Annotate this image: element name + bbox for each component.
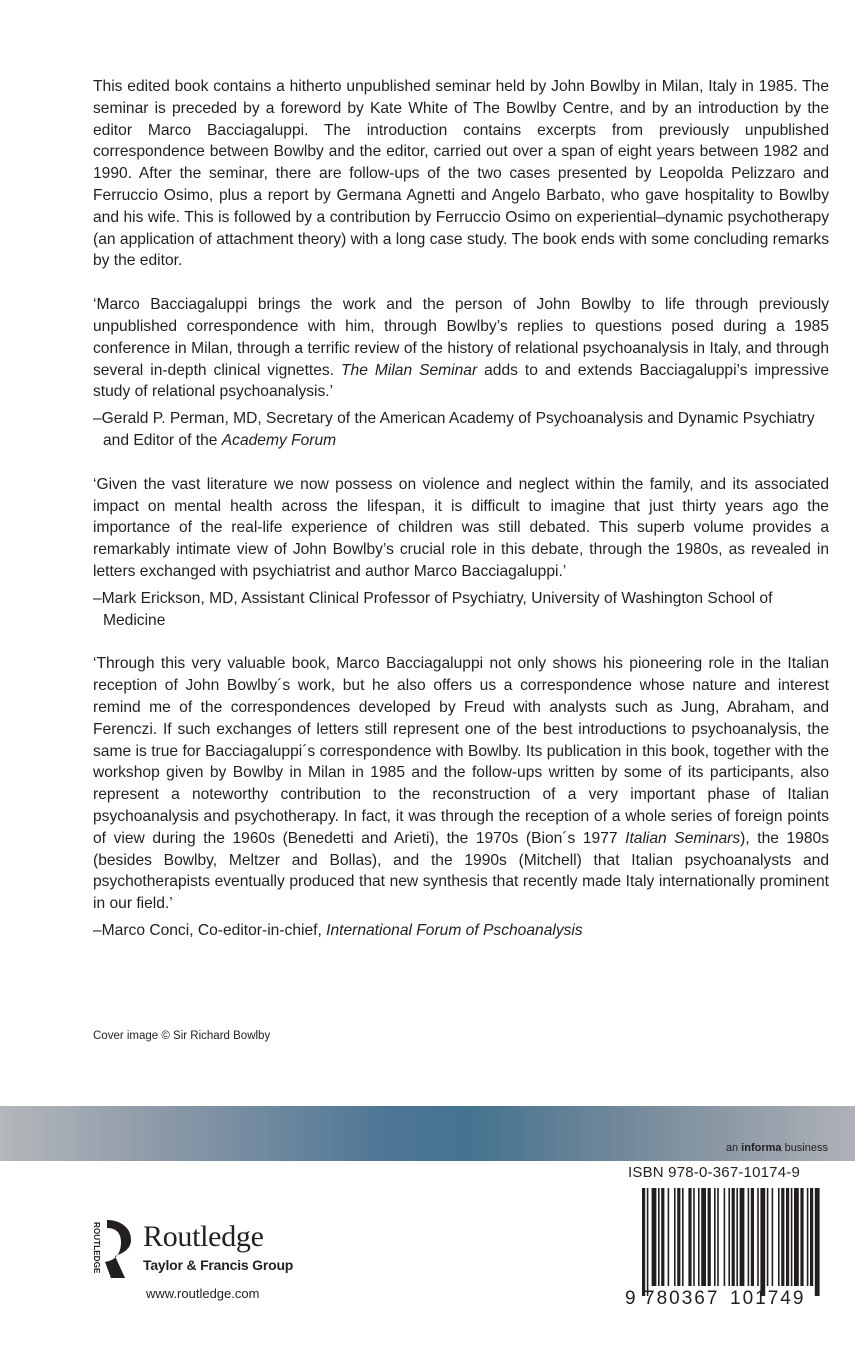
barcode-bar bbox=[717, 1188, 719, 1286]
publisher-website: www.routledge.com bbox=[146, 1286, 260, 1301]
barcode-bar bbox=[740, 1188, 745, 1286]
barcode-bar bbox=[732, 1188, 735, 1286]
barcode-digits-left: 780367 bbox=[644, 1288, 720, 1308]
back-cover-text bbox=[93, 76, 829, 964]
barcode-bar bbox=[724, 1188, 726, 1286]
barcode-bar bbox=[810, 1188, 813, 1286]
attribution-text: –Marco Conci, Co-editor-in-chief, bbox=[93, 921, 327, 939]
barcode-bar bbox=[794, 1188, 799, 1286]
book-description: This edited book contains a hitherto unpublished seminar held by John Bowlby in Milan, Italy in 1985. The seminar is preceded by a foreword by Kate White of The Bowlby Centre, and by an introduction by the editor Marco Bacciagaluppi. The introduction contains excerpts from previously unpublished correspondence between Bowlby and the editor, carried out over a span of eight years between 1982 and 1990. After the seminar, there are follow-ups of the two cases presented by Leopolda Pelizzaro and Ferruccio Osimo, plus a report by Germana Agnetti and Angelo Barbato, who gave hospitality to Bowlby and his wife. This is followed by a contribution by Ferruccio Osimo on experiential–dynamic psychotherapy (an application of attachment theory) with a long case study. The book ends with some concluding remarks by the editor. bbox=[93, 78, 829, 270]
barcode-bar bbox=[748, 1188, 750, 1286]
informa-tagline bbox=[726, 1142, 828, 1154]
barcode-digit-first: 9 bbox=[625, 1288, 636, 1308]
informa-suffix: business bbox=[781, 1142, 828, 1154]
publication-title-italic: International Forum of Pschoanalysis bbox=[326, 921, 583, 939]
barcode-bar bbox=[674, 1188, 676, 1286]
book-title-italic: Italian Seminars bbox=[625, 829, 741, 847]
quote-text: ‘Through this very valuable book, Marco Bacciagaluppi not only shows his pioneering role in the Italian reception of John Bowlby´s work, but he also offers us a correspondence whose nature and interest remind me of the correspondences developed by Freud with analysts such as Jung, Abraham, and Ferenczi. If such exchanges of letters still represent one of the best introductions to psychoanalysis, the same is true for Bacciagaluppi´s correspondence with Bowlby. Its publication in this book, together with the workshop given by Bowlby in Milan in 1985 and the follow-ups written by some of its participants, also represent a noteworthy contribution to the reconstruction of a very important phase of Italian psychoanalysis and psychotherapy. In fact, it was through the reception of a whole series of foreign points of view during the 1960s (Benedetti and Arieti), the 1970s (Bion´s 1977 bbox=[93, 655, 829, 847]
barcode-bar bbox=[677, 1188, 680, 1286]
barcode-bar bbox=[698, 1188, 700, 1286]
barcode-bar bbox=[772, 1188, 774, 1286]
barcode-bar bbox=[751, 1188, 754, 1286]
barcode-bar bbox=[647, 1188, 649, 1296]
barcode-bar bbox=[728, 1188, 730, 1286]
barcode-bar bbox=[760, 1188, 765, 1296]
endorsement-attribution-1 bbox=[93, 408, 829, 452]
book-title-italic: The Milan Seminar bbox=[341, 361, 478, 379]
endorsement-attribution-2: –Mark Erickson, MD, Assistant Clinical Professor of Psychiatry, University of Washington School of Medicine bbox=[93, 589, 773, 629]
barcode-bar bbox=[701, 1188, 706, 1286]
informa-brand: informa bbox=[741, 1142, 782, 1154]
barcode-bar bbox=[693, 1188, 695, 1286]
barcode-bar bbox=[786, 1188, 789, 1286]
publisher-name: Routledge bbox=[143, 1220, 264, 1253]
routledge-mark-icon bbox=[91, 1218, 135, 1280]
barcode-bar bbox=[736, 1188, 738, 1286]
barcode-bar bbox=[714, 1188, 716, 1286]
barcode-bar bbox=[688, 1188, 691, 1286]
barcode-bars bbox=[642, 1188, 820, 1296]
barcode-bar bbox=[791, 1188, 793, 1286]
publisher-group: Taylor & Francis Group bbox=[143, 1257, 294, 1273]
endorsement-quote-1 bbox=[93, 294, 829, 403]
routledge-logo bbox=[91, 1218, 301, 1283]
logo-vertical-lettering: ROUTLEDGE bbox=[92, 1222, 101, 1274]
barcode-bar bbox=[781, 1188, 784, 1286]
quote-text: adds to and extends Bacciagaluppi’s impressive study of relational psychoanalysis.’ bbox=[93, 361, 830, 401]
quote-text: ‘Marco Bacciagaluppi brings the work and the person of John Bowlby to life through previously unpublished correspondence with him, through Bowlby’s replies to questions posed during a 1985 conference in Milan, through a terrific review of the history of relational psychoanalysis in Italy, and through several in-depth clinical vignettes. bbox=[93, 296, 829, 379]
cover-image-credit: Cover image © Sir Richard Bowlby bbox=[93, 1030, 271, 1042]
barcode-bar bbox=[800, 1188, 803, 1286]
endorsement-attribution-3 bbox=[93, 920, 829, 942]
barcode-bar bbox=[757, 1188, 759, 1286]
barcode-bar bbox=[807, 1188, 809, 1286]
barcode-bar bbox=[652, 1188, 657, 1286]
barcode-bar bbox=[767, 1188, 769, 1286]
barcode-bar bbox=[778, 1188, 780, 1286]
barcode-bar bbox=[658, 1188, 660, 1286]
isbn-label: ISBN 978-0-367-10174-9 bbox=[628, 1164, 801, 1181]
barcode-bar bbox=[682, 1188, 684, 1286]
informa-prefix: an bbox=[725, 1142, 742, 1154]
barcode-bar bbox=[708, 1188, 711, 1286]
endorsement-quote-3 bbox=[93, 653, 829, 915]
quote-text: ), the 1980s (besides Bowlby, Meltzer and Bollas), and the 1990s (Mitchell) that Italian psychoanalysts and psychotherapists eventually produced that new synthesis that recently made Italy internationally prominent in our field.’ bbox=[93, 829, 829, 913]
barcode-bar bbox=[661, 1188, 664, 1286]
barcode-bar bbox=[668, 1188, 670, 1286]
attribution-text: –Gerald P. Perman, MD, Secretary of the American Academy of Psychoanalysis and Dynamic Psychiatry and Editor of the bbox=[93, 410, 815, 449]
barcode-bar bbox=[815, 1188, 820, 1296]
endorsement-quote-2: ‘Given the vast literature we now possess on violence and neglect within the family, and its associated impact on mental health across the lifespan, it is difficult to imagine that just thirty years ago the importance of the real-life experience of children was still debated. This superb volume provides a remarkably intimate view of John Bowlby’s crucial role in this debate, through the 1980s, as revealed in letters exchanged with psychiatrist and author Marco Bacciagaluppi.’ bbox=[93, 475, 829, 580]
isbn-barcode bbox=[620, 1186, 830, 1308]
publication-title-italic: Academy Forum bbox=[221, 431, 337, 449]
barcode-bar bbox=[642, 1188, 645, 1296]
barcode-digits-right: 101749 bbox=[730, 1288, 806, 1308]
